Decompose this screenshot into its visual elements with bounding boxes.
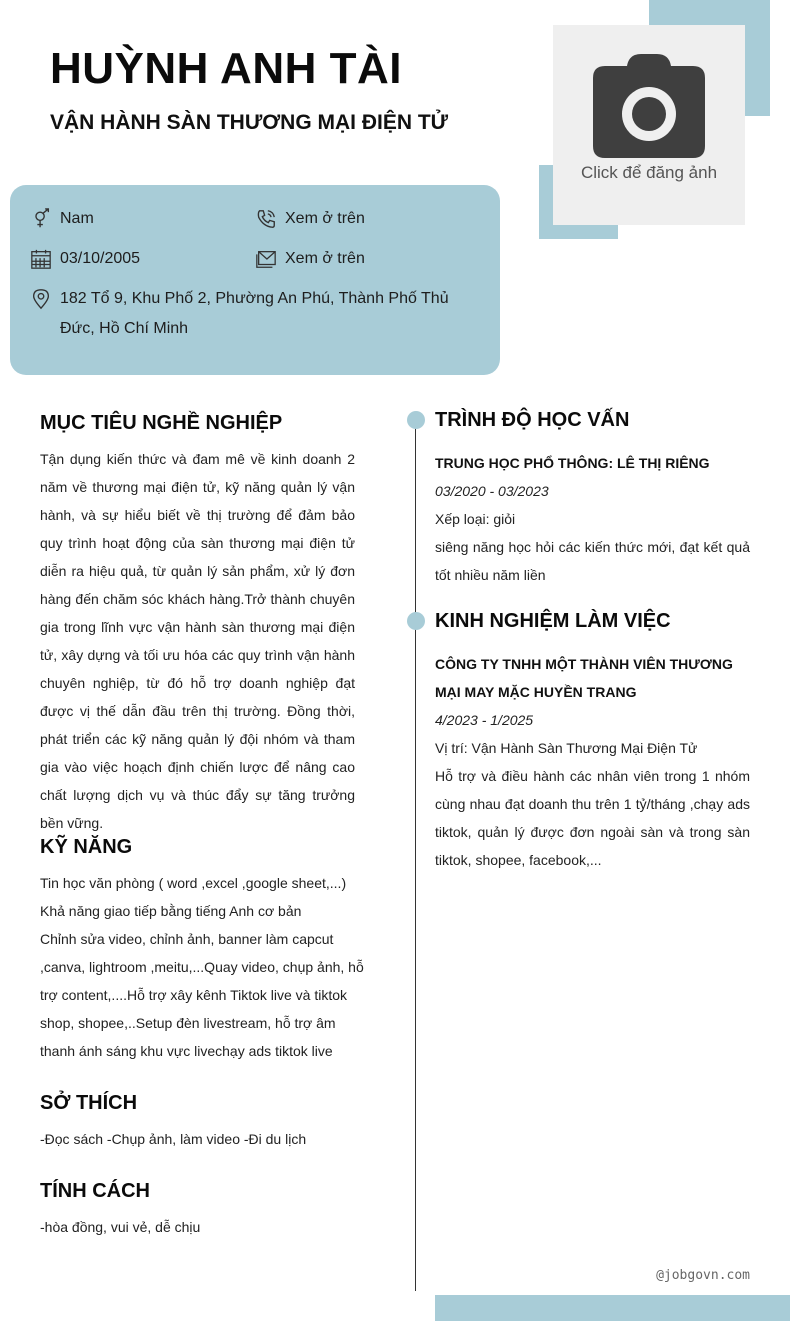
education-period: 03/2020 - 03/2023 — [435, 483, 549, 499]
gender-icon — [30, 208, 52, 230]
objective-text: Tận dụng kiến thức và đam mê về kinh doanh 2 năm về thương mại điện tử, kỹ năng quản lý vận hành, và sự hiểu biết về thị trường để đảm bảo quy trình hoạt động của sàn thương mại điện tử diễn ra hiệu quả, từ quản lý sản phẩm, xử lý đơn hàng đến chăm sóc khách hàng.Trở thành chuyên gia trong lĩnh vực vận hành sàn thương mại điện tử, xây dựng và tối ưu hóa các quy trình vận hành chuyên nghiệp, từ đó hỗ trợ doanh nghiệp đạt được vị thế dẫn đầu trên thị trường. Đồng thời, phát triển các kỹ năng quản lý đội nhóm và tham gia vào việc hoạch định chiến lược để nâng cao chất lượng dịch vụ và thúc đẩy sự tăng trưởng bền vững. — [40, 451, 355, 831]
job-title: VẬN HÀNH SÀN THƯƠNG MẠI ĐIỆN TỬ — [50, 111, 449, 134]
skill-line: trợ content,....Hỗ trợ xây kênh Tiktok live và tiktok — [40, 987, 348, 1003]
watermark: @jobgovn.com — [656, 1268, 750, 1283]
experience-company: CÔNG TY TNHH MỘT THÀNH VIÊN THƯƠNG MẠI MAY MẶC HUYỀN TRANG — [435, 656, 733, 700]
contact-gender: Nam — [30, 204, 94, 234]
experience-entry — [435, 650, 750, 874]
hobbies-title: SỞ THÍCH — [40, 1092, 138, 1114]
hobbies-text: -Đọc sách -Chụp ảnh, làm video -Đi du lịch — [40, 1131, 307, 1147]
personality-title: TÍNH CÁCH — [40, 1180, 150, 1202]
skill-line: shop, shopee,..Setup đèn livestream, hỗ trợ âm — [40, 1015, 336, 1031]
contact-panel — [10, 185, 500, 375]
camera-icon — [591, 54, 707, 159]
contact-address: 182 Tổ 9, Khu Phố 2, Phường An Phú, Thành Phố Thủ Đức, Hồ Chí Minh — [30, 284, 470, 344]
education-title: TRÌNH ĐỘ HỌC VẤN — [435, 409, 630, 431]
education-entry — [435, 449, 750, 589]
education-school: TRUNG HỌC PHỔ THÔNG: LÊ THỊ RIÊNG — [435, 455, 710, 471]
education-note: siêng năng học hỏi các kiến thức mới, đạt kết quả tốt nhiều năm liền — [435, 539, 750, 583]
accent-block-bottom — [435, 1295, 790, 1321]
skill-line: ,canva, lightroom ,meitu,...Quay video, chụp ảnh, hỗ — [40, 959, 364, 975]
skills-list — [40, 869, 370, 1065]
timeline-dot-experience — [407, 612, 425, 630]
location-pin-icon — [30, 288, 52, 310]
contact-email: Xem ở trên — [255, 244, 365, 274]
phone-icon — [255, 208, 277, 230]
photo-upload[interactable] — [553, 25, 745, 225]
photo-upload-label: Click để đăng ảnh — [580, 163, 718, 182]
experience-position: Vị trí: Vận Hành Sàn Thương Mại Điện Tử — [435, 740, 698, 756]
timeline-dot-education — [407, 411, 425, 429]
skills-title: KỸ NĂNG — [40, 836, 133, 858]
experience-period: 4/2023 - 1/2025 — [435, 712, 534, 728]
personality-text: -hòa đồng, vui vẻ, dễ chịu — [40, 1219, 201, 1235]
contact-birthday: 03/10/2005 — [30, 244, 140, 274]
skill-line: Chỉnh sửa video, chỉnh ảnh, banner làm capcut — [40, 931, 334, 947]
candidate-name: HUỲNH ANH TÀI — [50, 44, 402, 93]
contact-phone: Xem ở trên — [255, 204, 365, 234]
skill-line: Khả năng giao tiếp bằng tiếng Anh cơ bản — [40, 903, 302, 919]
experience-description: Hỗ trợ và điều hành các nhân viên trong 1 nhóm cùng nhau đạt doanh thu trên 1 tỷ/tháng ,chạy ads tiktok, quản lý được đơn ngoài sàn và trong sàn tiktok, shopee, facebook,... — [435, 768, 750, 868]
skill-line: thanh ánh sáng khu vực livechạy ads tiktok live — [40, 1043, 333, 1059]
skill-line: Tin học văn phòng ( word ,excel ,google sheet,...) — [40, 875, 347, 891]
education-rank: Xếp loại: giỏi — [435, 511, 516, 527]
experience-title: KINH NGHIỆM LÀM VIỆC — [435, 610, 671, 632]
objective-title: MỤC TIÊU NGHỀ NGHIỆP — [40, 412, 283, 434]
timeline-line — [415, 418, 416, 1291]
mail-icon — [255, 248, 277, 270]
calendar-icon — [30, 248, 52, 270]
